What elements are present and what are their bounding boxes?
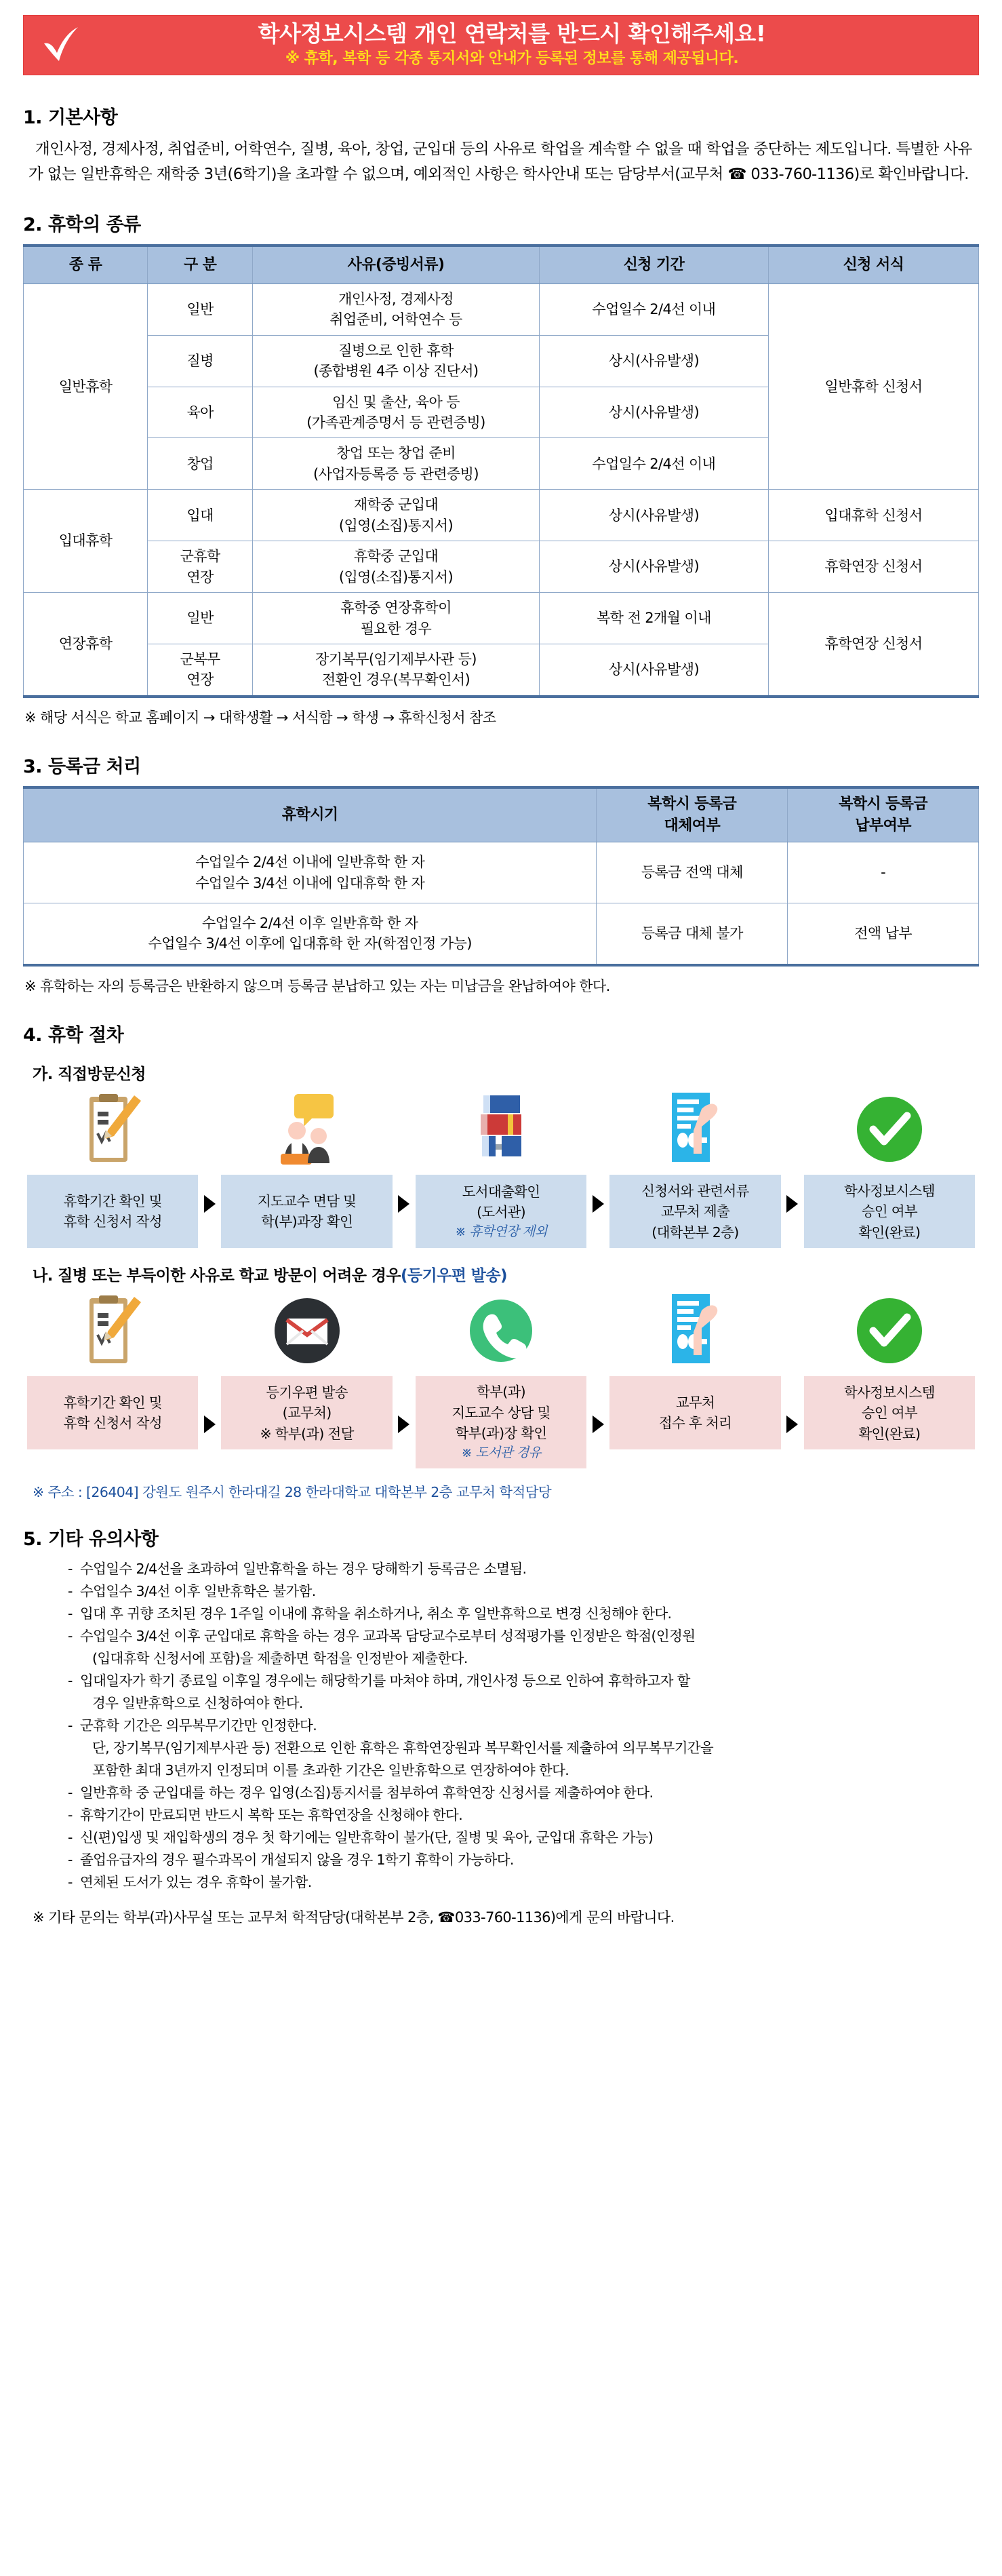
division: 일반 (148, 593, 253, 644)
flow-step (221, 1291, 392, 1468)
flow-line: 승인 여부 (861, 1203, 917, 1220)
flow-line: 승인 여부 (861, 1405, 917, 1422)
check-mark-icon (33, 26, 89, 64)
table-header-row (24, 787, 979, 842)
section3-heading: 3. 등록금 처리 (23, 756, 141, 778)
period: 상시(사유발생) (539, 335, 768, 387)
document-hand-icon (661, 1089, 729, 1169)
green-check-circle-icon (854, 1089, 925, 1169)
flow-line: 확인(완료) (858, 1425, 921, 1442)
reason-line2: 취업준비, 어학연수 등 (329, 311, 462, 328)
flow-b-subheading-highlight: (등기우편 발송) (401, 1267, 507, 1285)
list-item: - 연체된 도서가 있는 경우 휴학이 불가함. (68, 1872, 979, 1894)
leave-types-table (23, 244, 979, 698)
col-timing: 휴학시기 (24, 787, 597, 842)
banner-title: 학사정보시스템 개인 연락처를 반드시 확인해주세요! (258, 20, 766, 47)
flow-box-label (804, 1175, 975, 1248)
period: 상시(사유발생) (539, 490, 768, 541)
table-row (24, 541, 979, 593)
timing (24, 842, 597, 903)
flow-box-label (416, 1175, 586, 1248)
flow-arrow-icon (586, 1291, 609, 1468)
notice-banner (23, 15, 979, 75)
col-replace-line1: 복학시 등록금 (647, 796, 737, 813)
reason-line1: 창업 또는 창업 준비 (336, 445, 456, 462)
col-replace-line2: 대체여부 (664, 817, 721, 835)
flow-arrow-icon (198, 1291, 221, 1468)
list-item: - 일반휴학 중 군입대를 하는 경우 입영(소집)통지서를 첨부하여 휴학연장 신청서를 제출하여야 한다. (68, 1782, 979, 1804)
reason-line1: 휴학중 연장휴학이 (340, 600, 452, 617)
document-page (0, 15, 1002, 1955)
flow-line: 학(부)과장 확인 (261, 1213, 353, 1230)
procedure-flow-visit (27, 1089, 975, 1248)
flow-arrow-icon (393, 1291, 416, 1468)
list-item: - 입대 후 귀향 조치된 경우 1주일 이내에 휴학을 취소하거나, 취소 후 일반휴학으로 변경 신청해야 한다. (68, 1603, 979, 1625)
form-general: 일반휴학 신청서 (768, 284, 978, 490)
col-period: 신청 기간 (539, 246, 768, 284)
reason-line1: 질병으로 인한 휴학 (338, 342, 454, 359)
list-item: - 졸업유급자의 경우 필수과목이 개설되지 않을 경우 1학기 휴학이 가능하다. (68, 1850, 979, 1871)
flow-step (609, 1291, 780, 1468)
col-reason: 사유(증빙서류) (253, 246, 540, 284)
table-row (24, 593, 979, 644)
flow-arrow-icon (586, 1089, 609, 1248)
division: 질병 (148, 335, 253, 387)
division: 입대 (148, 490, 253, 541)
flow-line: 교무처 제출 (660, 1203, 730, 1220)
consultation-people-icon (270, 1089, 344, 1169)
list-item: 단, 장기복무(임기제부사관 등) 전환으로 인한 휴학은 휴학연장원과 복무확인서를 제출하여 의무복무기간을 (92, 1739, 714, 1756)
timing (24, 903, 597, 964)
flow-line: ※ 학부(과) 전달 (260, 1425, 354, 1442)
tuition-table (23, 786, 979, 967)
period: 수업일수 2/4선 이내 (539, 284, 768, 335)
reason (253, 541, 540, 593)
division-line1: 군복무 (180, 650, 220, 667)
table-header-row (24, 246, 979, 284)
reason-line1: 휴학중 군입대 (353, 548, 439, 565)
books-icon (468, 1089, 534, 1169)
list-item: - 수업일수 2/4선을 초과하여 일반휴학을 하는 경우 당해학기 등록금은 소멸됨. (68, 1559, 979, 1580)
col-replace (597, 787, 788, 842)
section-basic (23, 102, 979, 187)
list-item: (입대휴학 신청서에 포함)을 제출하면 학점을 인정받아 제출한다. (92, 1650, 468, 1667)
reason (253, 644, 540, 696)
table-row (24, 490, 979, 541)
form-extension: 휴학연장 신청서 (768, 541, 978, 593)
replace-status: 등록금 대체 불가 (597, 903, 788, 964)
period: 상시(사유발생) (539, 644, 768, 696)
pay-status: 전액 납부 (788, 903, 979, 964)
green-check-circle-icon (854, 1291, 925, 1371)
table-row (24, 842, 979, 903)
procedure-flow-mail (27, 1291, 975, 1468)
list-item: - 입대일자가 학기 종료일 이후일 경우에는 해당학기를 마쳐야 하며, 개인사정 등으로 인하여 휴학하고자 할 (68, 1671, 979, 1692)
section-other-notes (23, 1524, 979, 1928)
list-item: 포함한 최대 3년까지 인정되며 이를 초과한 기간은 일반휴학으로 연장하여야 한다. (92, 1761, 569, 1778)
flow-box-label (609, 1175, 780, 1248)
period: 수업일수 2/4선 이내 (539, 438, 768, 490)
group-type-enlistment: 입대휴학 (24, 490, 148, 593)
division-line2: 연장 (186, 671, 214, 688)
flow-box-label (804, 1376, 975, 1449)
leave-types-body (24, 284, 979, 697)
group-type-general: 일반휴학 (24, 284, 148, 490)
reason-line2: 전환인 경우(복무확인서) (321, 671, 470, 688)
flow-line: 지도교수 면담 및 (257, 1193, 357, 1210)
flow-note: ※ 도서관 경유 (461, 1445, 541, 1461)
col-pay-line1: 복학시 등록금 (839, 796, 928, 813)
section-procedure (23, 1020, 979, 1501)
section1-heading: 1. 기본사항 (23, 107, 118, 129)
reason-line1: 장기복무(임기제부사관 등) (315, 650, 477, 667)
flow-step (609, 1089, 780, 1248)
flow-box-label (609, 1376, 780, 1449)
reason-line2: (입영(소집)통지서) (338, 517, 454, 534)
flow-box-label (221, 1376, 392, 1449)
reason-line1: 개인사정, 경제사정 (338, 290, 454, 307)
list-item: - 수업일수 3/4선 이후 일반휴학은 불가함. (68, 1581, 979, 1603)
division (148, 541, 253, 593)
form-enlistment: 입대휴학 신청서 (768, 490, 978, 541)
replace-status: 등록금 전액 대체 (597, 842, 788, 903)
table-row (24, 284, 979, 335)
col-division: 구 분 (148, 246, 253, 284)
flow-line: 휴학 신청서 작성 (63, 1415, 162, 1432)
tuition-body (24, 842, 979, 965)
section2-note: ※ 해당 서식은 학교 홈페이지 → 대학생활 → 서식함 → 학생 → 휴학신청서 참조 (24, 709, 496, 726)
section-leave-types (23, 210, 979, 728)
phone-call-icon (466, 1291, 536, 1371)
reason-line2: 필요한 경우 (360, 620, 432, 637)
flow-line: 신청서와 관련서류 (641, 1182, 749, 1199)
list-item: - 수업일수 3/4선 이후 군입대로 휴학을 하는 경우 교과목 담당교수로부터 성적평가를 인정받은 학점(인정원 (68, 1626, 979, 1647)
division (148, 644, 253, 696)
flow-line: 학사정보시스템 (843, 1384, 935, 1401)
office-address: ※ 주소 : [26404] 강원도 원주시 한라대길 28 한라대학교 대학본부 2층 교무처 학적담당 (33, 1484, 552, 1501)
division-line1: 군휴학 (180, 548, 220, 565)
division: 일반 (148, 284, 253, 335)
flow-step (804, 1291, 975, 1468)
flow-box-label (27, 1175, 198, 1248)
flow-box-label (416, 1376, 586, 1468)
reason-line1: 재학중 군입대 (353, 496, 439, 513)
section2-heading: 2. 휴학의 종류 (23, 214, 141, 236)
flow-line: (교무처) (282, 1405, 332, 1422)
flow-step (804, 1089, 975, 1248)
flow-line: 학부(과)장 확인 (455, 1425, 547, 1441)
flow-line: 학사정보시스템 (843, 1182, 935, 1199)
other-notes-list (41, 1559, 979, 1894)
reason (253, 387, 540, 438)
period: 복학 전 2개월 이내 (539, 593, 768, 644)
section4-heading: 4. 휴학 절차 (23, 1025, 124, 1047)
flow-line: 도서대출확인 (462, 1183, 540, 1200)
pay-status: - (788, 842, 979, 903)
flow-note: ※ 휴학연장 제외 (455, 1224, 547, 1240)
col-pay-line2: 납부여부 (855, 817, 911, 835)
division: 육아 (148, 387, 253, 438)
list-item: - 군휴학 기간은 의무복무기간만 인정한다. (68, 1715, 979, 1737)
flow-line: 확인(완료) (858, 1224, 921, 1241)
timing-line2: 수업일수 3/4선 이후에 입대휴학 한 자(학점인정 가능) (148, 935, 472, 952)
section-tuition (23, 752, 979, 997)
flow-b-subheading (33, 1263, 979, 1285)
col-type: 종 류 (24, 246, 148, 284)
flow-step (27, 1089, 198, 1248)
col-form: 신청 서식 (768, 246, 978, 284)
list-item: 경우 일반휴학으로 신청하여야 한다. (92, 1695, 303, 1711)
section3-note: ※ 휴학하는 자의 등록금은 반환하지 않으며 등록금 분납하고 있는 자는 미납금을 완납하여야 한다. (24, 977, 610, 994)
section5-footer-note: ※ 기타 문의는 학부(과)사무실 또는 교무처 학적담당(대학본부 2층, ☎033-760-1136)에게 문의 바랍니다. (33, 1909, 675, 1926)
reason (253, 335, 540, 387)
flow-line: 교무처 (675, 1394, 715, 1411)
mail-envelope-icon (272, 1291, 342, 1371)
flow-line: 휴학 신청서 작성 (63, 1213, 162, 1230)
banner-subtitle: ※ 휴학, 복학 등 각종 통지서와 안내가 등록된 정보를 통해 제공됩니다. (285, 50, 739, 67)
reason-line2: (사업자등록증 등 관련증빙) (313, 465, 479, 482)
flow-b-subheading-text: 나. 질병 또는 부득이한 사유로 학교 방문이 어려운 경우 (33, 1267, 401, 1285)
flow-line: 접수 후 처리 (658, 1415, 732, 1432)
reason (253, 593, 540, 644)
reason-line2: (가족관계증명서 등 관련증빙) (306, 414, 485, 431)
col-pay (788, 787, 979, 842)
flow-step (27, 1291, 198, 1468)
flow-line: (대학본부 2층) (652, 1224, 739, 1241)
flow-line: 등기우편 발송 (266, 1384, 348, 1401)
reason-line1: 임신 및 출산, 육아 등 (332, 393, 460, 410)
flow-line: (도서관) (477, 1203, 525, 1220)
flow-arrow-icon (781, 1291, 804, 1468)
document-hand-icon (661, 1291, 729, 1371)
flow-step (416, 1089, 586, 1248)
flow-line: 휴학기간 확인 및 (63, 1394, 162, 1411)
flow-step (221, 1089, 392, 1248)
group-type-extension: 연장휴학 (24, 593, 148, 697)
clipboard-pencil-icon (80, 1089, 145, 1169)
flow-line: 휴학기간 확인 및 (63, 1193, 162, 1210)
section1-paragraph: 개인사정, 경제사정, 취업준비, 어학연수, 질병, 육아, 창업, 군입대 등의 사유로 학업을 계속할 수 없을 때 학업을 중단하는 제도입니다. 특별한 사유가 없는 일반휴학은 재학중 3년(6학기)을 초과할 수 없으며, 예외적인 사항은 학사안내 또는 담당부서(교무처 ☎ 033-760-1136)로 확인바랍니다. (28, 140, 972, 183)
reason (253, 438, 540, 490)
clipboard-pencil-icon (80, 1291, 145, 1371)
division-line2: 연장 (186, 568, 214, 585)
flow-box-label (221, 1175, 392, 1248)
timing-line1: 수업일수 2/4선 이내에 일반휴학 한 자 (195, 854, 425, 871)
timing-line2: 수업일수 3/4선 이내에 입대휴학 한 자 (195, 874, 425, 891)
flow-box-label (27, 1376, 198, 1449)
flow-arrow-icon (781, 1089, 804, 1248)
reason (253, 284, 540, 335)
list-item: - 신(편)입생 및 재입학생의 경우 첫 학기에는 일반휴학이 불가(단, 질병 및 육아, 군입대 휴학은 가능) (68, 1827, 979, 1849)
flow-line: 학부(과) (477, 1384, 525, 1401)
section5-heading: 5. 기타 유의사항 (23, 1529, 159, 1550)
flow-arrow-icon (393, 1089, 416, 1248)
timing-line1: 수업일수 2/4선 이후 일반휴학 한 자 (202, 914, 418, 931)
flow-a-subheading: 가. 직접방문신청 (33, 1066, 146, 1084)
reason-line2: (입영(소집)통지서) (338, 568, 454, 585)
reason (253, 490, 540, 541)
table-row (24, 903, 979, 964)
flow-step (416, 1291, 586, 1468)
division: 창업 (148, 438, 253, 490)
reason-line2: (종합병원 4주 이상 진단서) (313, 363, 479, 380)
flow-arrow-icon (198, 1089, 221, 1248)
period: 상시(사유발생) (539, 541, 768, 593)
period: 상시(사유발생) (539, 387, 768, 438)
list-item: - 휴학기간이 만료되면 반드시 복학 또는 휴학연장을 신청해야 한다. (68, 1805, 979, 1827)
form-extension: 휴학연장 신청서 (768, 593, 978, 697)
flow-line: 지도교수 상담 및 (452, 1404, 550, 1421)
